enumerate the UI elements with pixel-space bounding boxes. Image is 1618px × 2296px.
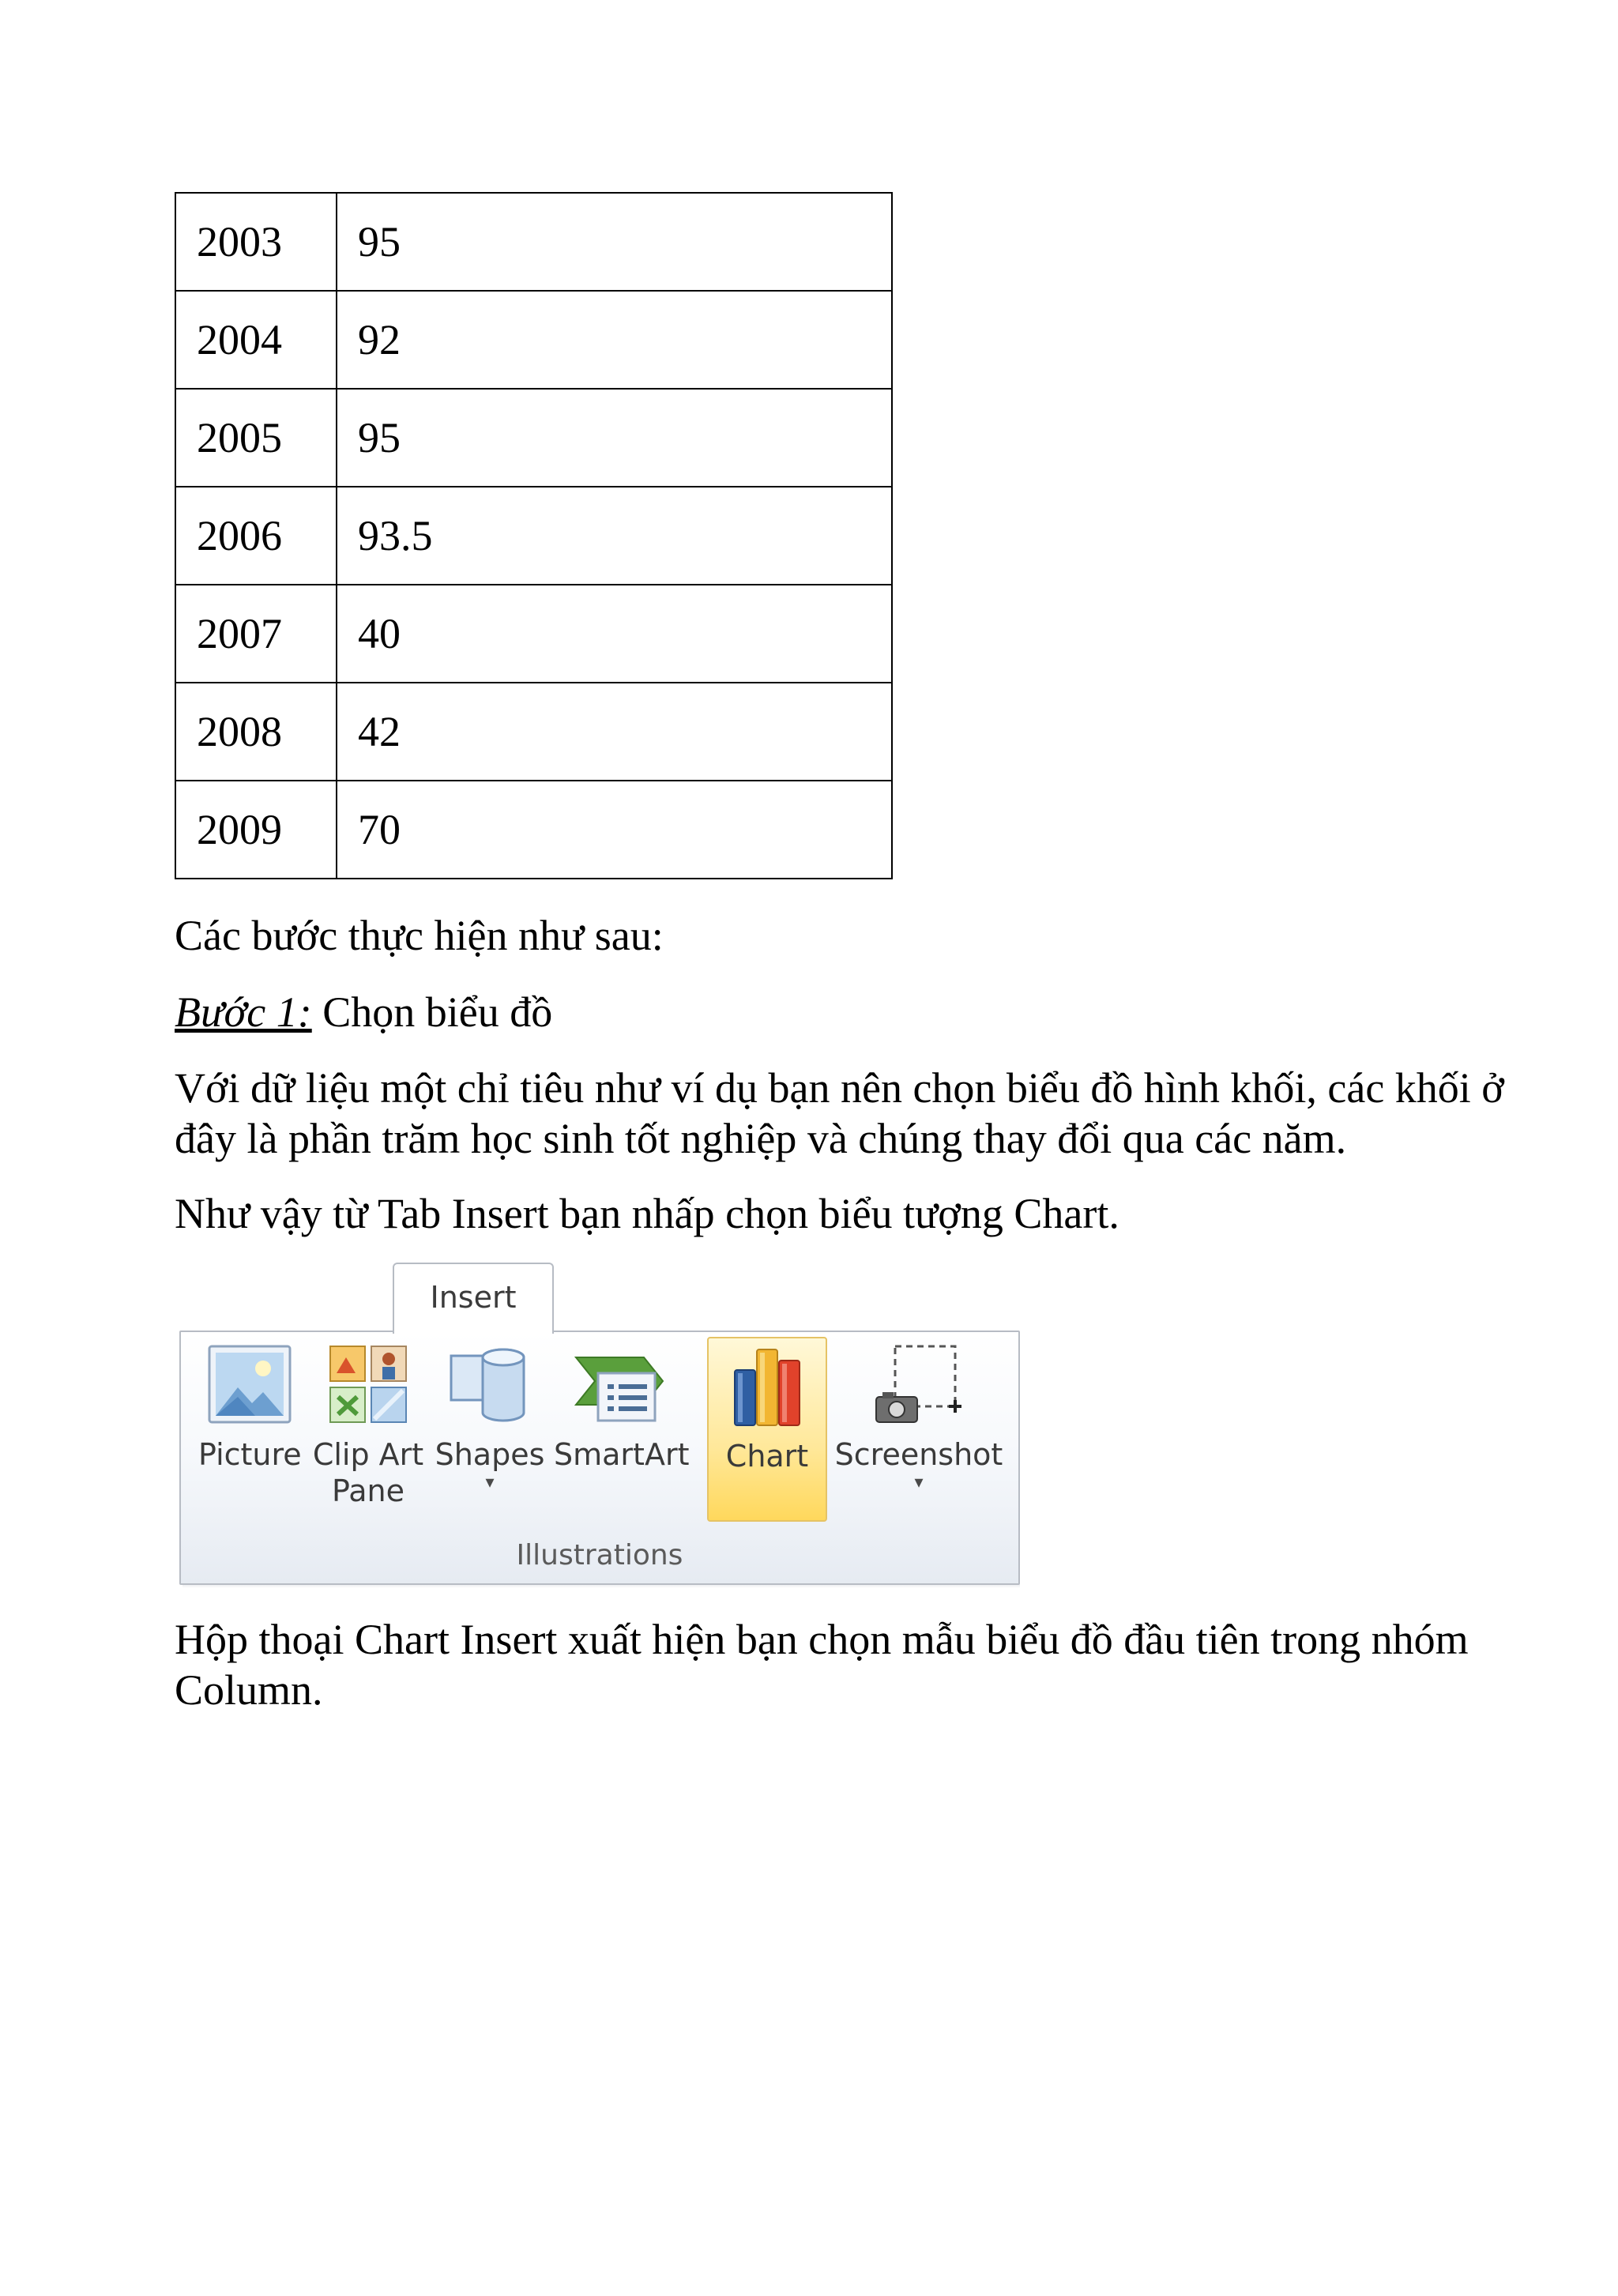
paragraph-2: Như vậy từ Tab Insert bạn nhấp chọn biểu tượng Chart. — [175, 1190, 1119, 1237]
step1-title: Chọn biểu đồ — [311, 988, 553, 1036]
smartart-label: SmartArt — [554, 1437, 690, 1472]
tab-insert[interactable]: Insert — [393, 1263, 554, 1334]
table-row — [175, 291, 892, 389]
table-row — [175, 389, 892, 487]
year-cell: 2007 — [175, 585, 337, 683]
value-cell: 93.5 — [337, 487, 892, 585]
ribbon-screenshot — [175, 1263, 1022, 1594]
year-cell: 2009 — [175, 781, 337, 879]
picture-icon — [206, 1342, 293, 1427]
smartart-button[interactable] — [554, 1337, 690, 1522]
year-cell: 2004 — [175, 291, 337, 389]
clip-art-icon — [327, 1342, 409, 1427]
clip-art-button[interactable] — [309, 1337, 427, 1522]
year-cell: 2005 — [175, 389, 337, 487]
table-row — [175, 683, 892, 781]
clip-art-label-line2: Pane — [332, 1474, 404, 1508]
shapes-button[interactable] — [432, 1337, 547, 1522]
picture-button[interactable] — [198, 1337, 301, 1522]
table-row — [175, 487, 892, 585]
table-row — [175, 585, 892, 683]
table-row — [175, 193, 892, 291]
step1-heading — [175, 987, 552, 1037]
chart-button[interactable] — [707, 1337, 827, 1522]
year-cell: 2003 — [175, 193, 337, 291]
shapes-dropdown-arrow[interactable]: ▾ — [485, 1473, 495, 1492]
value-cell: 95 — [337, 389, 892, 487]
chart-icon — [724, 1343, 811, 1428]
ribbon-group-illustrations — [179, 1331, 1020, 1585]
chart-label: Chart — [725, 1439, 809, 1474]
steps-intro: Các bước thực hiện như sau: — [175, 912, 664, 959]
value-cell: 95 — [337, 193, 892, 291]
screenshot-dropdown-arrow[interactable]: ▾ — [914, 1473, 924, 1492]
screenshot-label: Screenshot — [834, 1437, 1003, 1472]
paragraph-3: Hộp thoại Chart Insert xuất hiện bạn chọn mẫu biểu đồ đầu tiên trong nhóm Column. — [175, 1616, 1469, 1714]
table-row — [175, 781, 892, 879]
value-cell: 40 — [337, 585, 892, 683]
value-cell: 70 — [337, 781, 892, 879]
screenshot-icon — [871, 1342, 966, 1427]
group-label-illustrations: Illustrations — [516, 1539, 683, 1571]
clip-art-label: Clip Art — [312, 1437, 424, 1472]
picture-label: Picture — [198, 1437, 302, 1472]
step1-label: Bước 1: — [175, 988, 312, 1036]
shapes-icon — [446, 1342, 533, 1427]
table-body — [175, 193, 892, 879]
year-cell: 2008 — [175, 683, 337, 781]
year-cell: 2006 — [175, 487, 337, 585]
data-table — [175, 192, 893, 879]
paragraph-1: Với dữ liệu một chỉ tiêu như ví dụ bạn nên chọn biểu đồ hình khối, các khối ở đây là phần trăm học sinh tốt nghiệp và chúng thay đổi qua các năm. — [175, 1064, 1504, 1162]
value-cell: 92 — [337, 291, 892, 389]
shapes-label: Shapes — [435, 1437, 545, 1472]
value-cell: 42 — [337, 683, 892, 781]
smartart-icon — [571, 1342, 668, 1427]
screenshot-button[interactable] — [833, 1337, 1004, 1522]
